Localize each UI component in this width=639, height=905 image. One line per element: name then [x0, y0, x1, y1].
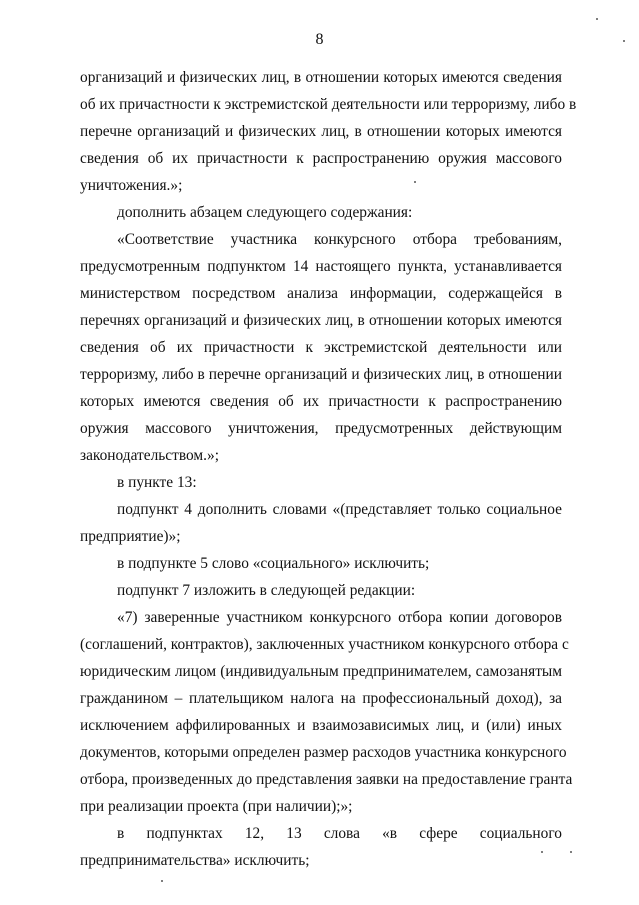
text-line: предусмотренным подпунктом 14 настоящего пункта, устанавливается	[80, 258, 562, 275]
text-line: сведения об их причастности к экстремистской деятельности или	[80, 339, 562, 356]
text-line: подпункт 7 изложить в следующей редакции:	[117, 582, 416, 599]
scan-speck	[570, 851, 572, 853]
text-line: в подпункте 5 слово «социального» исключить;	[117, 555, 430, 572]
text-line: документов, которыми определен размер расходов участника конкурсного	[80, 744, 567, 761]
scan-speck	[414, 181, 416, 183]
scan-speck	[161, 880, 163, 882]
text-line: оружия массового уничтожения, предусмотренных действующим	[80, 420, 562, 437]
text-line: дополнить абзацем следующего содержания:	[117, 204, 413, 221]
text-line: при реализации проекта (при наличии);»;	[80, 798, 353, 815]
text-line: «Соответствие участника конкурсного отбора требованиям,	[117, 231, 562, 248]
text-line: об их причастности к экстремистской деятельности или терроризму, либо в	[80, 96, 577, 113]
scan-speck	[596, 18, 598, 20]
text-line: гражданином – плательщиком налога на профессиональный доход), за	[80, 690, 562, 707]
text-line: отбора, произведенных до представления заявки на предоставление гранта	[80, 771, 573, 788]
text-line: исключением аффилированных и взаимозависимых лиц, и (или) иных	[80, 717, 562, 734]
text-line: в подпунктах 12, 13 слова «в сфере социального	[117, 825, 562, 842]
text-line: (соглашений, контрактов), заключенных участником конкурсного отбора с	[80, 636, 569, 653]
text-line: юридическим лицом (индивидуальным предпринимателем, самозанятым	[80, 663, 562, 680]
text-line: уничтожения.»;	[80, 177, 183, 194]
text-line: в пункте 13:	[117, 474, 197, 491]
scan-speck	[541, 851, 543, 853]
text-line: сведения об их причастности к распространению оружия массового	[80, 150, 562, 167]
text-line: которых имеются сведения об их причастности к распространению	[80, 393, 562, 410]
text-line: «7) заверенные участником конкурсного отбора копии договоров	[117, 609, 562, 626]
text-line: предпринимательства» исключить;	[80, 852, 310, 869]
text-line: организаций и физических лиц, в отношении которых имеются сведения	[80, 69, 562, 86]
text-line: терроризму, либо в перечне организаций и физических лиц, в отношении	[80, 366, 562, 383]
text-line: предприятие)»;	[80, 528, 181, 545]
scan-speck	[623, 40, 625, 42]
text-line: перечнях организаций и физических лиц, в отношении которых имеются	[80, 312, 562, 329]
page-number: 8	[315, 31, 324, 48]
text-line: подпункт 4 дополнить словами «(представляет только социальное	[117, 501, 562, 518]
text-line: министерством посредством анализа информации, содержащейся в	[80, 285, 562, 302]
text-line: перечне организаций и физических лиц, в отношении которых имеются	[80, 123, 562, 140]
text-line: законодательством.»;	[80, 447, 219, 464]
